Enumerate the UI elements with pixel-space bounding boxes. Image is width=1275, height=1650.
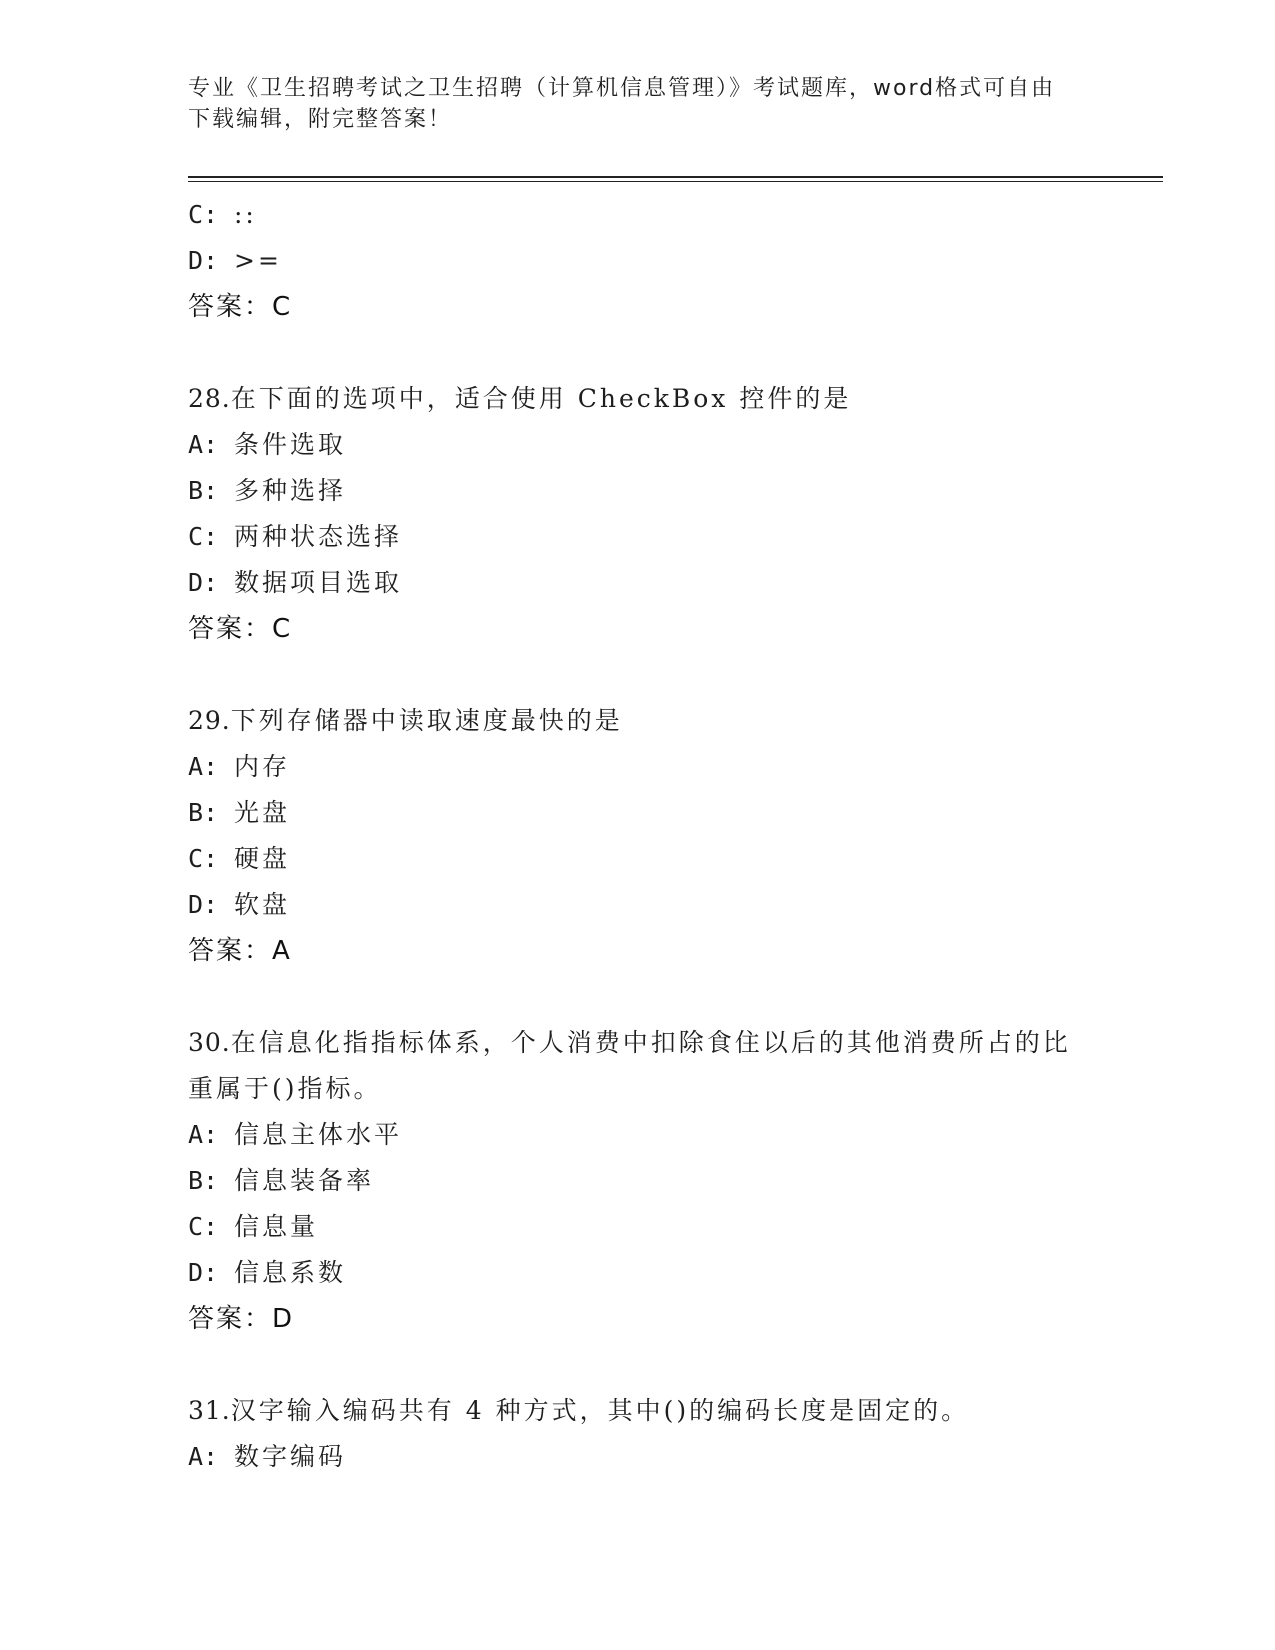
option-c [188,514,1088,560]
question-27-partial [188,192,1088,330]
answer-line: 答案：C [188,292,293,322]
question-text: 汉字输入编码共有 4 种方式，其中()的编码长度是固定的。 [230,1396,970,1425]
question-29 [188,698,1088,974]
option-label: C: [188,1212,219,1241]
option-c [188,836,1088,882]
option-text: >= [234,246,282,275]
option-label: B: [188,1166,219,1195]
option-a [188,1434,1088,1480]
option-text: 两种状态选择 [234,522,403,551]
option-text: 信息系数 [234,1258,347,1287]
question-stem [188,1020,1088,1112]
option-b [188,1158,1088,1204]
question-stem [188,376,1088,422]
question-text: 在下面的选项中，适合使用 CheckBox 控件的是 [230,384,852,413]
option-c [188,1204,1088,1250]
option-a [188,422,1088,468]
option-label: A: [188,1442,219,1471]
option-label: A: [188,752,219,781]
option-label: D: [188,1258,219,1287]
option-text: 光盘 [234,798,291,827]
header-divider-thin [188,181,1163,182]
option-a [188,744,1088,790]
option-d [188,1250,1088,1296]
option-text: 信息装备率 [234,1166,375,1195]
option-label: B: [188,476,219,505]
header-divider-thick [188,176,1163,178]
option-text: 数据项目选取 [234,568,403,597]
document-header: 专业《卫生招聘考试之卫生招聘（计算机信息管理）》考试题库，word格式可自由下载编辑，附完整答案！ [188,76,1056,132]
question-stem [188,698,1088,744]
question-stem [188,1388,1088,1434]
option-text: 软盘 [234,890,291,919]
question-content [188,192,1088,1480]
option-label: C: [188,844,219,873]
option-text: 信息量 [234,1212,319,1241]
question-number: 31. [188,1396,231,1425]
question-number: 29. [188,706,231,735]
question-text: 在信息化指指标体系，个人消费中扣除食住以后的其他消费所占的比重属于()指标。 [188,1028,1071,1103]
option-label: D: [188,568,219,597]
option-label: C: [188,522,219,551]
option-label: D: [188,890,219,919]
option-text: 数字编码 [234,1442,347,1471]
question-28 [188,376,1088,652]
option-label: B: [188,798,219,827]
option-d [188,560,1088,606]
option-b [188,468,1088,514]
option-text: 多种选择 [234,476,347,505]
option-b [188,790,1088,836]
option-text: 条件选取 [234,430,347,459]
option-text: :: [234,200,257,229]
option-text: 信息主体水平 [234,1120,403,1149]
option-text: 硬盘 [234,844,291,873]
option-label: A: [188,1120,219,1149]
option-text: 内存 [234,752,291,781]
option-label: D: [188,246,219,275]
answer-line: 答案：D [188,1304,295,1334]
option-a [188,1112,1088,1158]
option-label: C: [188,200,219,229]
question-number: 28. [188,384,231,413]
option-d [188,238,1088,284]
question-30 [188,1020,1088,1342]
option-d [188,882,1088,928]
answer-line: 答案：A [188,936,292,966]
question-31 [188,1388,1088,1480]
answer-line: 答案：C [188,614,293,644]
option-c [188,192,1088,238]
question-text: 下列存储器中读取速度最快的是 [230,706,623,735]
question-number: 30. [188,1028,231,1057]
option-label: A: [188,430,219,459]
